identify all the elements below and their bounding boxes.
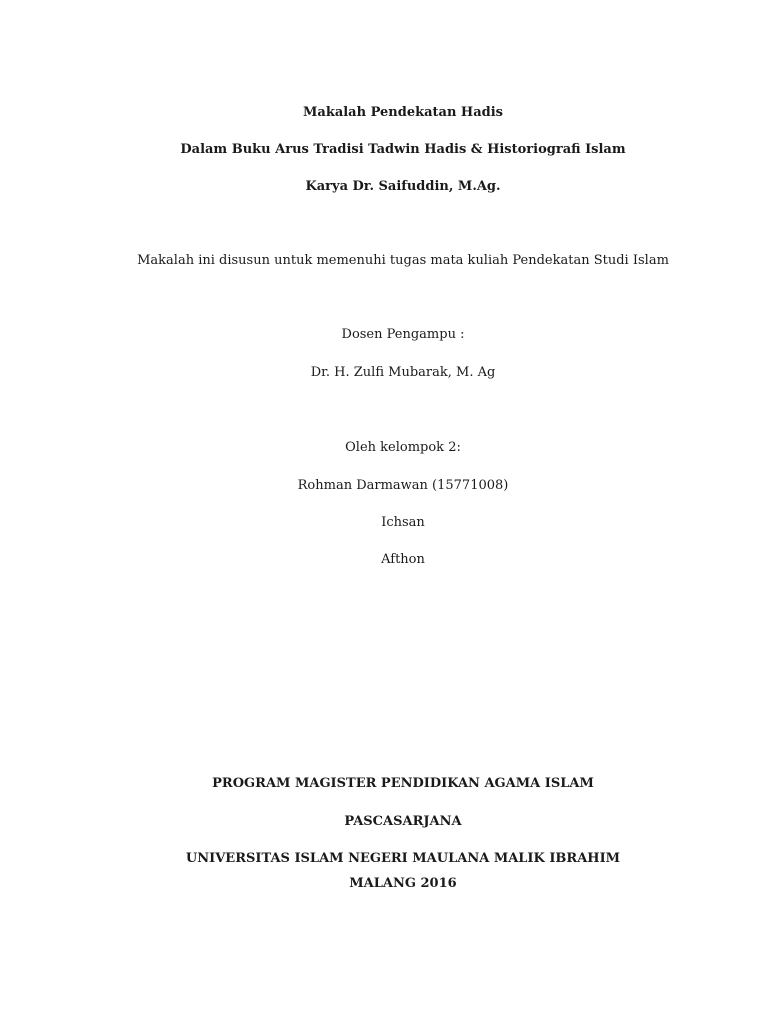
university-name: UNIVERSITAS ISLAM NEGERI MAULANA MALIK IBRAHIM <box>185 851 621 866</box>
group-label: Oleh kelompok 2: <box>345 440 461 455</box>
group-member: Afthon <box>381 552 425 567</box>
lecturer-name: Dr. H. Zulfi Mubarak, M. Ag <box>310 365 496 380</box>
document-subtitle: Dalam Buku Arus Tradisi Tadwin Hadis & Historiografi Islam <box>180 142 626 157</box>
city-year: MALANG 2016 <box>349 876 457 891</box>
purpose-statement: Makalah ini disusun untuk memenuhi tugas mata kuliah Pendekatan Studi Islam <box>137 253 669 268</box>
group-member: Ichsan <box>381 515 425 530</box>
program-name: PROGRAM MAGISTER PENDIDIKAN AGAMA ISLAM <box>212 776 594 791</box>
faculty-name: PASCASARJANA <box>344 814 462 829</box>
document-title: Makalah Pendekatan Hadis <box>303 105 503 120</box>
book-author-line: Karya Dr. Saifuddin, M.Ag. <box>305 179 501 194</box>
lecturer-label: Dosen Pengampu : <box>341 327 465 342</box>
group-member: Rohman Darmawan (15771008) <box>297 478 509 493</box>
